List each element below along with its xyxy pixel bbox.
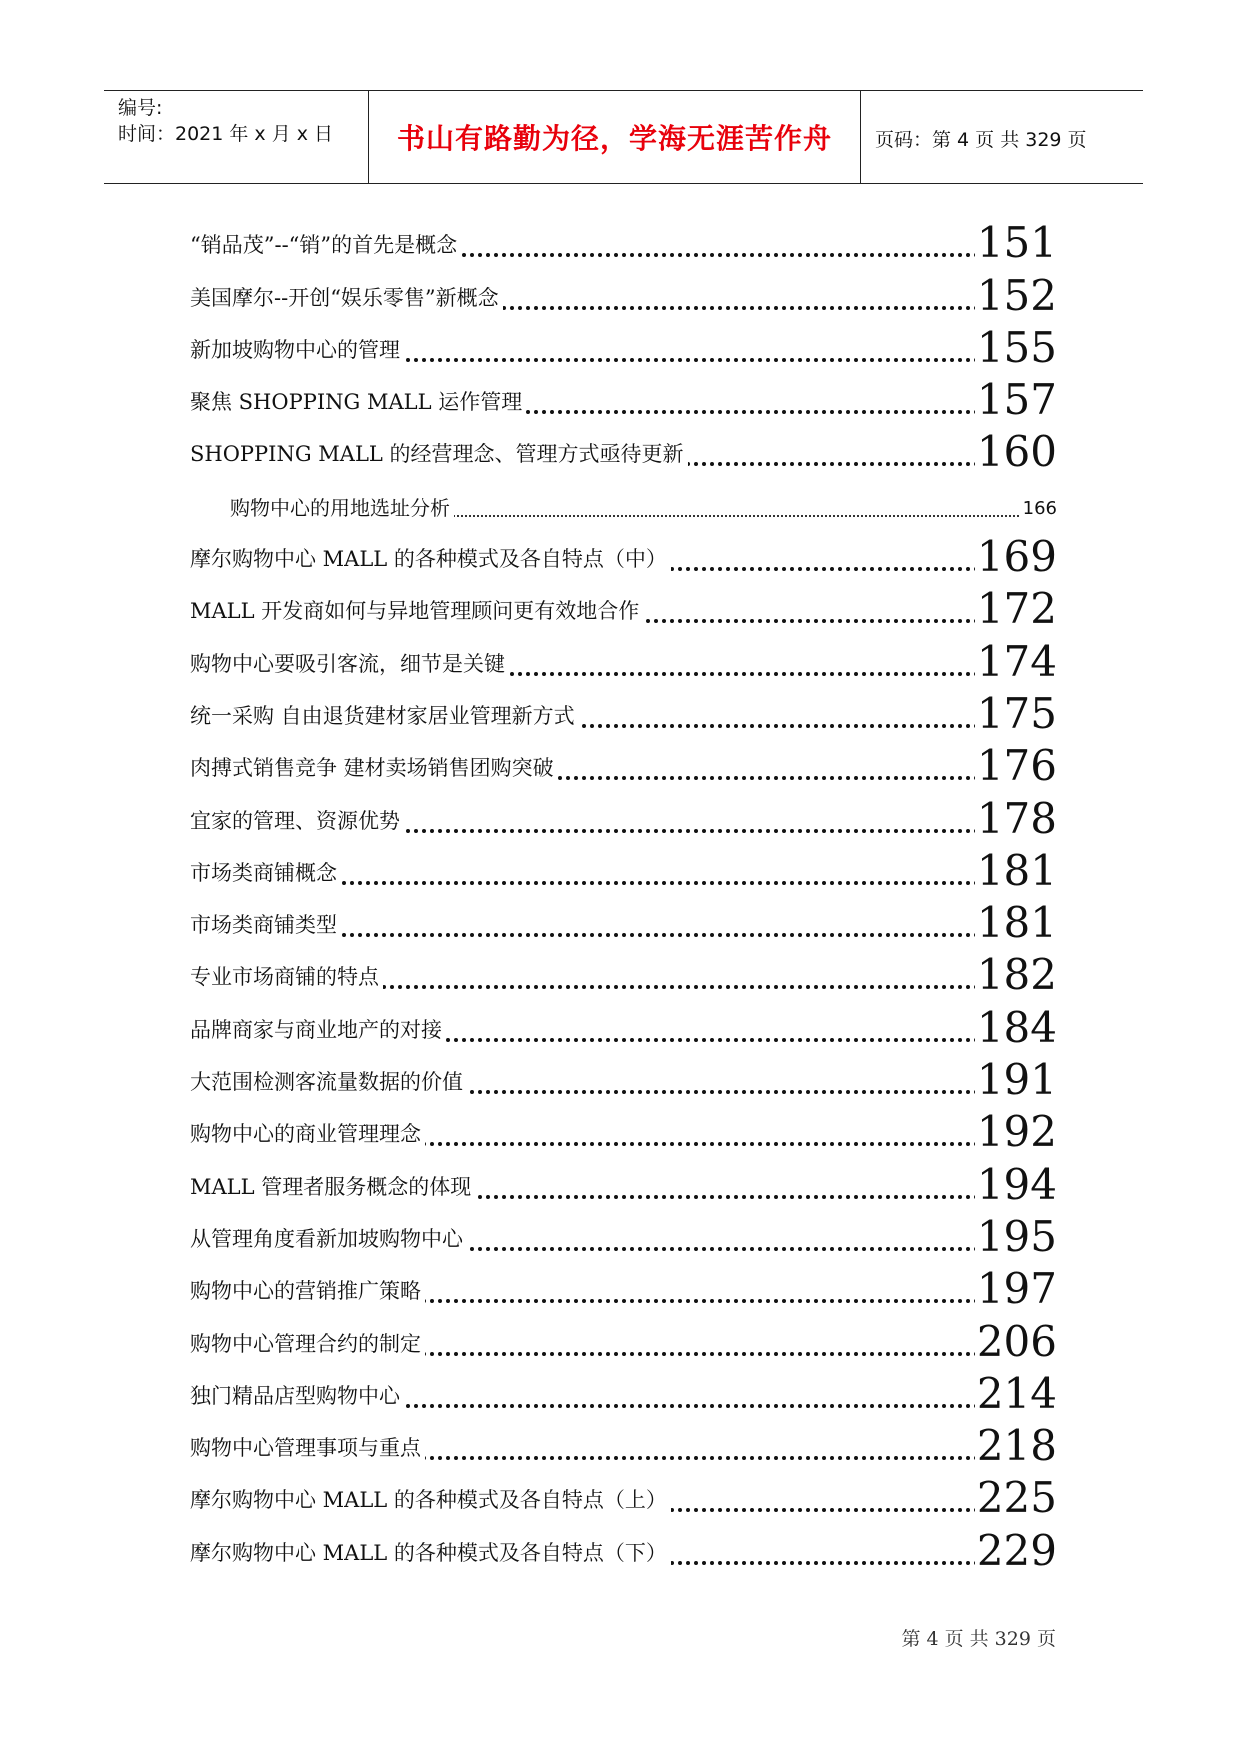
toc-entry[interactable] (190, 1259, 1057, 1314)
toc-entry-title: 购物中心的用地选址分析 (230, 492, 454, 521)
toc-entry-title: 宜家的管理、资源优势 (190, 805, 404, 835)
serial-label: 编号: (118, 97, 163, 119)
toc-entry[interactable] (190, 945, 1057, 1000)
toc-entry-title: 摩尔购物中心 MALL 的各种模式及各自特点（上） (190, 1484, 671, 1514)
header-motto: 书山有路勤为径，学海无涯苦作舟 (396, 122, 832, 155)
toc-entry-page: 214 (976, 1368, 1057, 1418)
header-meta-cell (104, 91, 369, 183)
toc-entry[interactable] (190, 684, 1057, 736)
toc-entry-page: 218 (976, 1421, 1057, 1471)
toc-entry[interactable] (190, 841, 1057, 893)
toc-entry-page: 175 (976, 688, 1057, 738)
toc-entry-page: 191 (976, 1055, 1057, 1105)
toc-entry-page: 181 (976, 845, 1057, 895)
toc-entry-title: 购物中心的营销推广策略 (190, 1275, 425, 1305)
toc-entry-title: 专业市场商铺的特点 (190, 961, 383, 991)
toc-entry-title: 独门精品店型购物中心 (190, 1380, 404, 1410)
toc-entry-title: 摩尔购物中心 MALL 的各种模式及各自特点（中） (190, 543, 671, 573)
toc-entry[interactable] (190, 1416, 1057, 1471)
document-header (104, 90, 1143, 184)
toc-entry[interactable] (190, 579, 1057, 634)
toc-entry-title: SHOPPING MALL 的经营理念、管理方式亟待更新 (190, 438, 688, 468)
toc-entry-title: 大范围检测客流量数据的价值 (190, 1066, 467, 1096)
toc-entry-page: 181 (976, 898, 1057, 948)
toc-entry[interactable] (190, 1102, 1057, 1157)
toc-entry[interactable] (190, 213, 1057, 268)
toc-entry-title: 新加坡购物中心的管理 (190, 334, 404, 364)
toc-entry[interactable] (190, 474, 1057, 526)
toc-entry[interactable] (190, 422, 1057, 477)
toc-entry-page: 192 (976, 1107, 1057, 1157)
toc-entry-title: 购物中心的商业管理理念 (190, 1118, 425, 1148)
toc-entry-page: 182 (976, 950, 1057, 1000)
toc-entry-title: 从管理角度看新加坡购物中心 (190, 1223, 467, 1253)
header-motto-cell (369, 91, 861, 183)
time-label: 时间：2021 年 x 月 x 日 (118, 123, 334, 145)
toc-entry-title: MALL 开发商如何与异地管理顾问更有效地合作 (190, 595, 643, 625)
toc-entry-page: 160 (976, 427, 1057, 477)
table-of-contents (190, 213, 1057, 1573)
toc-entry[interactable] (190, 1520, 1057, 1575)
toc-entry-title: 摩尔购物中心 MALL 的各种模式及各自特点（下） (190, 1537, 671, 1567)
toc-entry-title: “销品茂”--“销”的首先是概念 (190, 229, 461, 259)
toc-entry-page: 194 (976, 1159, 1057, 1209)
toc-entry-page: 178 (976, 793, 1057, 843)
toc-entry[interactable] (190, 1154, 1057, 1209)
toc-entry-page: 195 (976, 1211, 1057, 1261)
toc-entry[interactable] (190, 631, 1057, 686)
toc-entry[interactable] (190, 318, 1057, 370)
toc-entry-page: 152 (976, 270, 1057, 320)
toc-entry-title: 购物中心管理事项与重点 (190, 1432, 425, 1462)
toc-entry[interactable] (190, 1364, 1057, 1416)
toc-entry-page: 229 (976, 1525, 1057, 1575)
toc-entry[interactable] (190, 1207, 1057, 1259)
toc-entry-page: 176 (976, 741, 1057, 791)
header-page-cell (861, 91, 1143, 183)
toc-entry[interactable] (190, 1050, 1057, 1105)
toc-entry[interactable] (190, 1468, 1057, 1523)
toc-entry[interactable] (190, 527, 1057, 582)
toc-entry-page: 206 (976, 1316, 1057, 1366)
toc-entry-page: 225 (976, 1473, 1057, 1523)
toc-entry[interactable] (190, 370, 1057, 425)
toc-entry-page: 157 (976, 375, 1057, 425)
toc-entry-title: MALL 管理者服务概念的体现 (190, 1171, 475, 1201)
toc-entry-title: 购物中心管理合约的制定 (190, 1328, 425, 1358)
toc-entry-page: 166 (1022, 497, 1057, 519)
toc-entry[interactable] (190, 893, 1057, 948)
toc-entry-title: 市场类商铺类型 (190, 909, 341, 939)
toc-entry-page: 172 (976, 584, 1057, 634)
toc-entry-page: 197 (976, 1264, 1057, 1314)
toc-entry-page: 174 (976, 636, 1057, 686)
footer-page-number: 第 4 页 共 329 页 (901, 1628, 1056, 1650)
toc-entry-page: 155 (976, 322, 1057, 372)
toc-entry-page: 151 (976, 218, 1057, 268)
toc-entry-page: 184 (976, 1002, 1057, 1052)
toc-entry-title: 统一采购 自由退货建材家居业管理新方式 (190, 700, 579, 730)
toc-entry-title: 品牌商家与商业地产的对接 (190, 1014, 446, 1044)
toc-entry-title: 肉搏式销售竞争 建材卖场销售团购突破 (190, 752, 558, 782)
toc-entry[interactable] (190, 265, 1057, 320)
toc-entry[interactable] (190, 788, 1057, 843)
toc-entry-title: 美国摩尔--开创“娱乐零售”新概念 (190, 282, 503, 312)
toc-entry-page: 169 (976, 532, 1057, 582)
toc-entry[interactable] (190, 1311, 1057, 1366)
toc-entry-title: 聚焦 SHOPPING MALL 运作管理 (190, 386, 526, 416)
toc-entry[interactable] (190, 997, 1057, 1052)
toc-entry-title: 市场类商铺概念 (190, 857, 341, 887)
toc-entry-title: 购物中心要吸引客流，细节是关键 (190, 648, 509, 678)
header-page-code: 页码：第 4 页 共 329 页 (875, 129, 1087, 151)
toc-entry[interactable] (190, 736, 1057, 791)
